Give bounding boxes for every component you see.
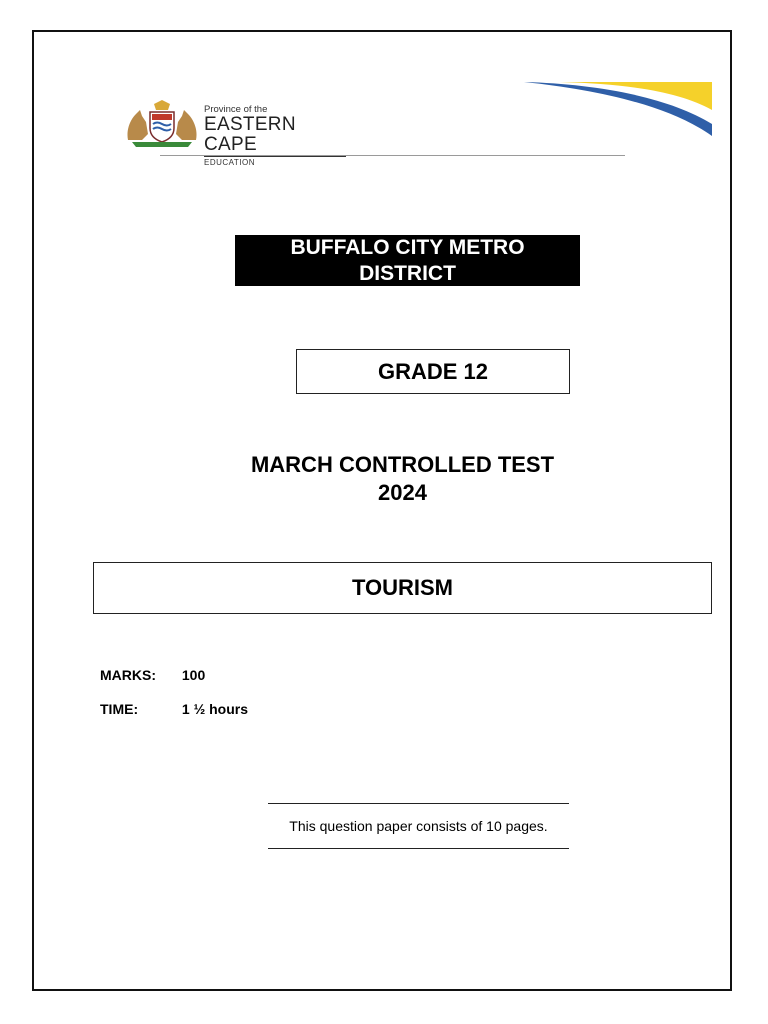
time-row xyxy=(100,701,248,717)
coat-of-arms-icon xyxy=(122,100,202,148)
page-border xyxy=(32,30,732,991)
grade-box: GRADE 12 xyxy=(296,349,570,394)
logo-province-text: Province of the xyxy=(204,104,268,115)
district-banner: BUFFALO CITY METRO DISTRICT xyxy=(235,235,580,286)
test-title-year: 2024 xyxy=(378,480,427,505)
pages-note-top-rule xyxy=(268,803,569,804)
time-value: 1 ½ hours xyxy=(181,701,249,717)
subject-box: TOURISM xyxy=(93,562,712,614)
time-label: TIME: xyxy=(100,701,139,717)
logo-eastern-cape-text: EASTERN CAPE xyxy=(204,114,296,155)
test-title-line1: MARCH CONTROLLED TEST xyxy=(250,452,555,477)
logo-text xyxy=(204,104,352,168)
header-divider xyxy=(160,155,625,156)
marks-label: MARKS: xyxy=(100,667,156,683)
pages-note: This question paper consists of 10 pages. xyxy=(289,818,548,834)
pages-note-bottom-rule xyxy=(268,848,569,849)
logo-underline xyxy=(204,156,346,157)
marks-row xyxy=(100,667,205,683)
logo-education-text: EDUCATION xyxy=(204,158,256,167)
eastern-cape-logo xyxy=(122,100,352,167)
test-title xyxy=(160,451,645,507)
marks-value: 100 xyxy=(181,667,206,683)
header-swoosh-graphic xyxy=(520,80,712,136)
